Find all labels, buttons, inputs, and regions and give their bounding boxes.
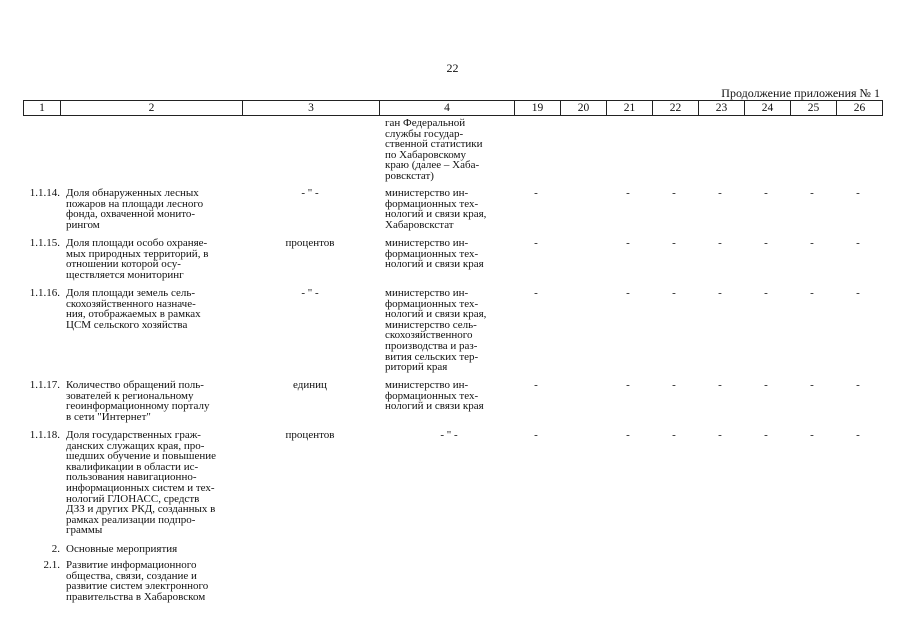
value-cell: -: [856, 237, 860, 249]
row-number: 1.1.15.: [29, 237, 60, 249]
row-number: 2.: [51, 543, 60, 555]
header-cell: 22: [653, 101, 699, 116]
text-line: нологий и связи края: [385, 400, 484, 413]
text-line: формационных тех-: [385, 297, 479, 310]
text-line: Доля государственных граж-: [66, 429, 201, 441]
text-line: пользования навигационно-: [66, 471, 197, 484]
header-cell: 25: [791, 101, 837, 116]
page-number: 22: [446, 61, 459, 75]
text-line: формационных тех-: [385, 247, 479, 260]
value-cell: -: [810, 429, 814, 441]
value-cell: -: [718, 429, 722, 441]
value-cell: -: [856, 379, 860, 391]
value-cell: -: [626, 429, 630, 441]
text-line: - " -: [440, 429, 458, 441]
executor-cell: [385, 430, 513, 441]
text-line: министерство ин-: [385, 287, 469, 299]
text-line: службы государ-: [385, 127, 464, 140]
text-line: отношении которой осу-: [66, 258, 181, 271]
text-line: развитие систем электронного: [66, 580, 209, 593]
text-line: ния, отображаемых в рамках: [66, 308, 201, 321]
value-cell: -: [810, 237, 814, 249]
value-cell: -: [856, 429, 860, 441]
value-cell: -: [626, 379, 630, 391]
row-number: 2.1.: [43, 559, 60, 571]
value-cell: -: [626, 187, 630, 199]
text-line: шедших обучение и повышение: [66, 450, 217, 463]
text-line: Хабаровскстат: [385, 218, 454, 231]
header-cell: 4: [380, 101, 515, 116]
text-line: Доля площади особо охраняе-: [66, 237, 208, 249]
value-cell: -: [764, 429, 768, 441]
value-cell: -: [718, 187, 722, 199]
text-line: информационных систем и тех-: [66, 481, 215, 494]
text-line: скохозяйственного: [385, 329, 473, 342]
text-line: краю (далее – Хаба-: [385, 159, 480, 172]
text-line: производства и раз-: [385, 339, 478, 352]
text-line: ровскстат): [385, 169, 434, 182]
indicator-name: [66, 544, 244, 555]
indicator-name: [66, 238, 244, 280]
value-cell: -: [856, 287, 860, 299]
text-line: пожаров на площади лесного: [66, 197, 204, 210]
executor-cell: [385, 118, 513, 182]
row-number: 1.1.16.: [29, 287, 60, 299]
text-line: министерство ин-: [385, 187, 469, 199]
value-cell: -: [672, 429, 676, 441]
executor-cell: [385, 380, 513, 412]
text-line: рингом: [66, 218, 100, 231]
text-line: нологий и связи края: [385, 258, 484, 271]
row-number: 1.1.18.: [29, 429, 60, 441]
indicator-name: [66, 188, 244, 230]
value-cell: -: [718, 287, 722, 299]
text-line: граммы: [66, 524, 103, 537]
text-line: данских служащих края, про-: [66, 439, 205, 452]
text-line: скохозяйственного назначе-: [66, 297, 196, 310]
indicator-name: [66, 560, 244, 602]
header-row: [24, 101, 883, 116]
indicator-name: [66, 288, 244, 330]
executor-cell: [385, 288, 513, 373]
text-line: зователей к региональному: [66, 389, 194, 402]
header-cell: 24: [745, 101, 791, 116]
continuation-label: Продолжение приложения № 1: [721, 86, 880, 100]
header-cell: 3: [243, 101, 380, 116]
value-cell: -: [534, 429, 538, 441]
text-line: Развитие информационного: [66, 559, 197, 571]
unit-of-measure: - " -: [301, 287, 319, 299]
unit-of-measure: процентов: [285, 429, 335, 441]
unit-of-measure: процентов: [285, 237, 335, 249]
text-line: Доля обнаруженных лесных: [66, 187, 199, 199]
value-cell: -: [718, 237, 722, 249]
text-line: нологий и связи края,: [385, 308, 487, 321]
value-cell: -: [534, 379, 538, 391]
value-cell: -: [626, 287, 630, 299]
text-line: ществляется мониторинг: [66, 268, 184, 281]
text-line: риторий края: [385, 361, 448, 374]
header-cell: 20: [561, 101, 607, 116]
value-cell: -: [764, 287, 768, 299]
value-cell: -: [856, 187, 860, 199]
executor-cell: [385, 188, 513, 230]
text-line: общества, связи, создание и: [66, 569, 197, 582]
header-cell: 19: [515, 101, 561, 116]
text-line: рамках реализации подпро-: [66, 513, 196, 526]
unit-of-measure: - " -: [301, 187, 319, 199]
header-cell: 21: [607, 101, 653, 116]
value-cell: -: [672, 187, 676, 199]
value-cell: -: [764, 187, 768, 199]
text-line: формационных тех-: [385, 197, 479, 210]
executor-cell: [385, 238, 513, 270]
text-line: Доля площади земель сель-: [66, 287, 196, 299]
value-cell: -: [764, 237, 768, 249]
value-cell: -: [626, 237, 630, 249]
text-line: правительства в Хабаровском: [66, 590, 206, 603]
text-line: министерство сель-: [385, 318, 477, 331]
text-line: ЦСМ сельского хозяйства: [66, 318, 188, 331]
unit-of-measure: единиц: [293, 379, 327, 391]
text-line: фонда, охваченной монито-: [66, 208, 196, 221]
indicator-name: [66, 430, 244, 536]
text-line: по Хабаровскому: [385, 148, 466, 161]
text-line: мых природных территорий, в: [66, 247, 209, 260]
indicator-name: [66, 380, 244, 422]
text-line: Основные мероприятия: [66, 543, 178, 555]
value-cell: -: [672, 287, 676, 299]
text-line: нологий и связи края,: [385, 208, 487, 221]
text-line: ДЗЗ и других РКД, созданных в: [66, 503, 216, 516]
value-cell: -: [534, 187, 538, 199]
header-cell: 1: [24, 101, 61, 116]
header-cell: 2: [61, 101, 243, 116]
text-line: вития сельских тер-: [385, 350, 479, 363]
text-line: нологий ГЛОНАСС, средств: [66, 492, 200, 505]
header-cell: 26: [837, 101, 883, 116]
value-cell: -: [534, 287, 538, 299]
value-cell: -: [764, 379, 768, 391]
value-cell: -: [810, 187, 814, 199]
value-cell: -: [810, 287, 814, 299]
text-line: геоинформационному порталу: [66, 400, 210, 413]
text-line: министерство ин-: [385, 379, 469, 391]
value-cell: -: [810, 379, 814, 391]
value-cell: -: [718, 379, 722, 391]
row-number: 1.1.17.: [29, 379, 60, 391]
value-cell: -: [672, 379, 676, 391]
header-cell: 23: [699, 101, 745, 116]
text-line: в сети "Интернет": [66, 410, 151, 423]
value-cell: -: [534, 237, 538, 249]
text-line: ственной статистики: [385, 138, 483, 151]
row-number: 1.1.14.: [29, 187, 60, 199]
value-cell: -: [672, 237, 676, 249]
text-line: Количество обращений поль-: [66, 379, 204, 391]
text-line: формационных тех-: [385, 389, 479, 402]
text-line: ган Федеральной: [385, 117, 466, 129]
text-line: министерство ин-: [385, 237, 469, 249]
column-header-table: [23, 100, 883, 116]
text-line: квалификации в области ис-: [66, 460, 199, 473]
